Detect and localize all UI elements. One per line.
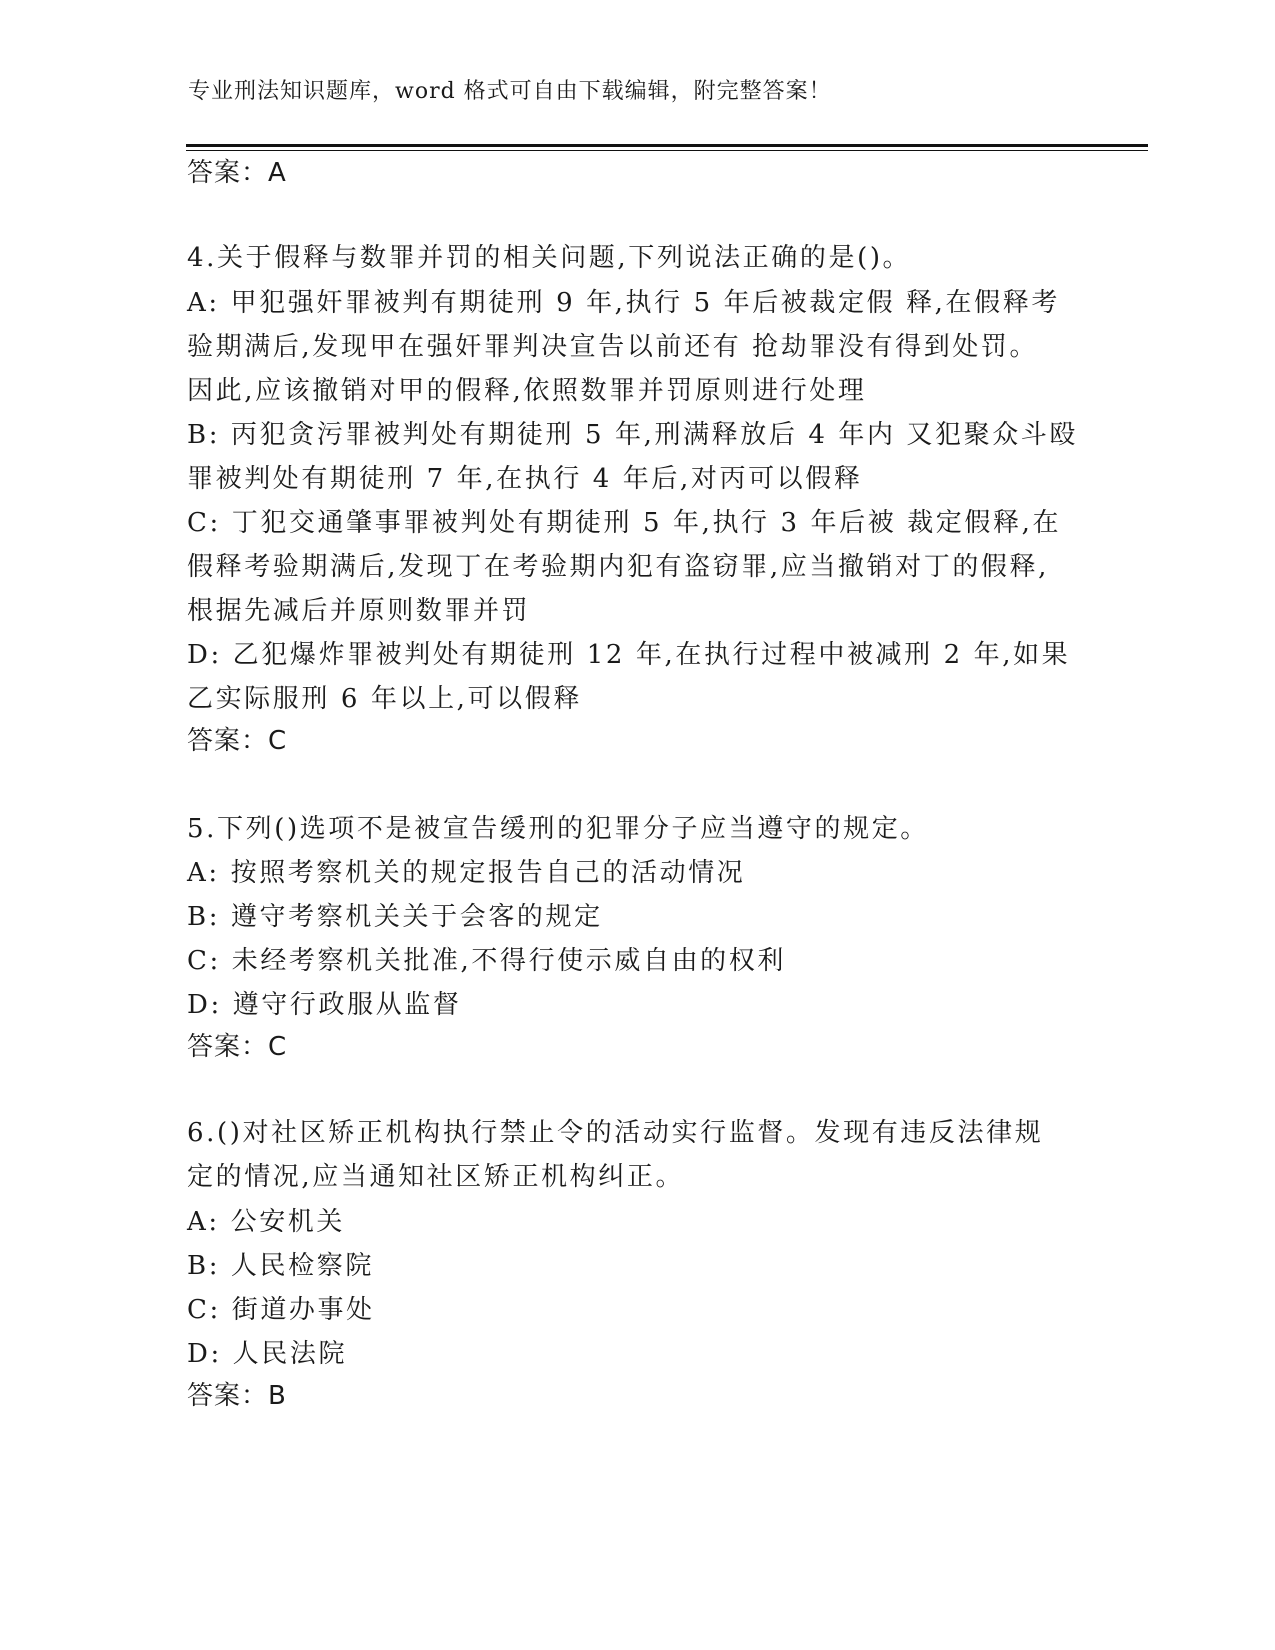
question-6-option-c: C: 街道办事处 (187, 1295, 375, 1325)
question-4-option-b-line-1: B: 丙犯贪污罪被判处有期徒刑 5 年,刑满释放后 4 年内 又犯聚众斗殴 (187, 420, 1079, 450)
question-4-stem: 4.关于假释与数罪并罚的相关问题,下列说法正确的是()。 (187, 243, 912, 273)
question-6-stem-line-1: 6.()对社区矫正机构执行禁止令的活动实行监督。发现有违反法律规 (187, 1118, 1044, 1148)
question-5-stem: 5.下列()选项不是被宣告缓刑的犯罪分子应当遵守的规定。 (187, 814, 929, 844)
header-rule-thin (186, 150, 1148, 151)
question-4-answer: 答案：C (187, 726, 288, 756)
question-5-option-a: A: 按照考察机关的规定报告自己的活动情况 (187, 858, 746, 888)
question-6-option-a: A: 公安机关 (187, 1207, 346, 1237)
question-4-option-c-line-1: C: 丁犯交通肇事罪被判处有期徒刑 5 年,执行 3 年后被 裁定假释,在 (187, 508, 1062, 538)
question-4-option-a-line-1: A: 甲犯强奸罪被判有期徒刑 9 年,执行 5 年后被裁定假 释,在假释考 (187, 288, 1060, 318)
question-5-option-b: B: 遵守考察机关关于会客的规定 (187, 902, 603, 932)
header-rule-thick (186, 144, 1148, 147)
question-4-option-a-line-3: 因此,应该撤销对甲的假释,依照数罪并罚原则进行处理 (187, 376, 867, 406)
page-header: 专业刑法知识题库，word 格式可自由下载编辑，附完整答案！ (188, 79, 832, 104)
question-4-option-b-line-2: 罪被判处有期徒刑 7 年,在执行 4 年后,对丙可以假释 (187, 464, 863, 494)
question-5-answer: 答案：C (187, 1032, 288, 1062)
question-5-option-c: C: 未经考察机关批准,不得行使示威自由的权利 (187, 946, 786, 976)
question-6-stem-line-2: 定的情况,应当通知社区矫正机构纠正。 (187, 1162, 685, 1192)
answer-previous: 答案：A (187, 158, 287, 188)
question-4-option-a-line-2: 验期满后,发现甲在强奸罪判决宣告以前还有 抢劫罪没有得到处罚。 (187, 332, 1039, 362)
question-5-option-d: D: 遵守行政服从监督 (187, 990, 462, 1020)
question-6-option-d: D: 人民法院 (187, 1339, 348, 1369)
question-4-option-d-line-1: D: 乙犯爆炸罪被判处有期徒刑 12 年,在执行过程中被减刑 2 年,如果 (187, 640, 1071, 670)
question-4-option-c-line-3: 根据先减后并原则数罪并罚 (187, 596, 531, 626)
question-4-option-d-line-2: 乙实际服刑 6 年以上,可以假释 (187, 684, 582, 714)
question-4-option-c-line-2: 假释考验期满后,发现丁在考验期内犯有盗窃罪,应当撤销对丁的假释, (187, 552, 1049, 582)
question-6-answer: 答案：B (187, 1381, 287, 1411)
question-6-option-b: B: 人民检察院 (187, 1251, 374, 1281)
